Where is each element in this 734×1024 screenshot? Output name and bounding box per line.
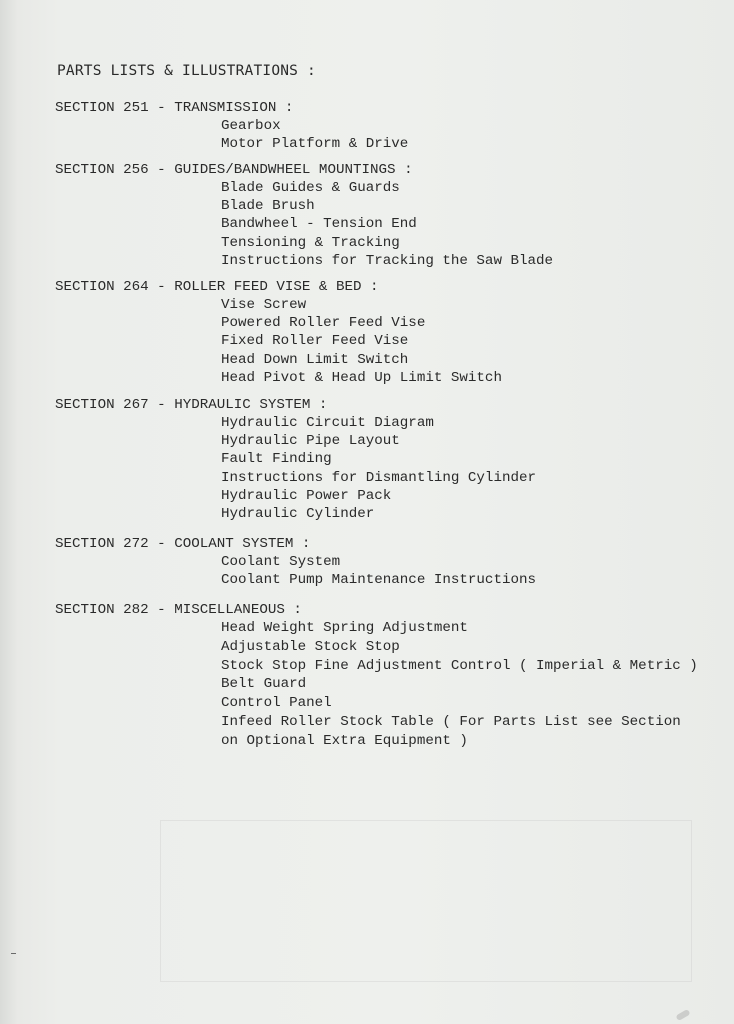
list-item: Fault Finding xyxy=(221,451,332,468)
section-title: SECTION 251 - TRANSMISSION : xyxy=(55,100,294,116)
section-items xyxy=(221,553,536,589)
list-item: Head Pivot & Head Up Limit Switch xyxy=(221,369,502,386)
section-282 xyxy=(55,601,698,751)
list-item: Gearbox xyxy=(221,118,281,134)
show-through-box xyxy=(160,820,692,982)
list-item: Coolant System xyxy=(221,554,341,570)
list-item: Adjustable Stock Stop xyxy=(221,638,400,655)
list-item: Bandwheel - Tension End xyxy=(221,216,417,233)
section-title: SECTION 256 - GUIDES/BANDWHEEL MOUNTINGS : xyxy=(55,162,413,178)
list-item: Tensioning & Tracking xyxy=(221,234,400,251)
list-item: Hydraulic Cylinder xyxy=(221,505,375,522)
list-item: Fixed Roller Feed Vise xyxy=(221,333,409,350)
section-264 xyxy=(55,278,502,387)
margin-mark xyxy=(11,953,16,954)
list-item: Instructions for Tracking the Saw Blade xyxy=(221,252,554,269)
list-item: Powered Roller Feed Vise xyxy=(221,315,426,332)
section-251 xyxy=(55,99,408,153)
list-item: Vise Screw xyxy=(221,297,307,313)
list-item: Head Weight Spring Adjustment xyxy=(221,620,468,636)
list-item: Hydraulic Pipe Layout xyxy=(221,433,400,450)
list-item: Instructions for Dismantling Cylinder xyxy=(221,469,537,486)
section-title: SECTION 282 - MISCELLANEOUS : xyxy=(55,602,302,618)
section-items xyxy=(221,296,502,387)
section-items xyxy=(221,619,698,751)
list-item: Blade Brush xyxy=(221,198,315,215)
section-title: SECTION 264 - ROLLER FEED VISE & BED : xyxy=(55,279,379,295)
section-items xyxy=(221,179,553,270)
section-title: SECTION 272 - COOLANT SYSTEM : xyxy=(55,536,311,552)
list-item: Infeed Roller Stock Table ( For Parts List see Section xyxy=(221,713,681,730)
page-heading: PARTS LISTS & ILLUSTRATIONS : xyxy=(57,63,316,79)
list-item: Hydraulic Power Pack xyxy=(221,487,392,504)
list-item: Head Down Limit Switch xyxy=(221,351,409,368)
section-267 xyxy=(55,396,536,523)
list-item: Motor Platform & Drive xyxy=(221,136,409,153)
list-item: Hydraulic Circuit Diagram xyxy=(221,415,434,431)
list-item: Coolant Pump Maintenance Instructions xyxy=(221,572,537,589)
list-item: Control Panel xyxy=(221,695,332,712)
list-item: Belt Guard xyxy=(221,676,307,693)
list-item: Blade Guides & Guards xyxy=(221,180,400,196)
section-title: SECTION 267 - HYDRAULIC SYSTEM : xyxy=(55,397,328,413)
section-256 xyxy=(55,161,553,270)
section-items xyxy=(221,117,408,153)
section-items xyxy=(221,414,536,523)
list-item: on Optional Extra Equipment ) xyxy=(221,732,468,749)
list-item: Stock Stop Fine Adjustment Control ( Imperial & Metric ) xyxy=(221,657,698,674)
section-272 xyxy=(55,535,536,589)
corner-smudge xyxy=(675,1009,690,1021)
